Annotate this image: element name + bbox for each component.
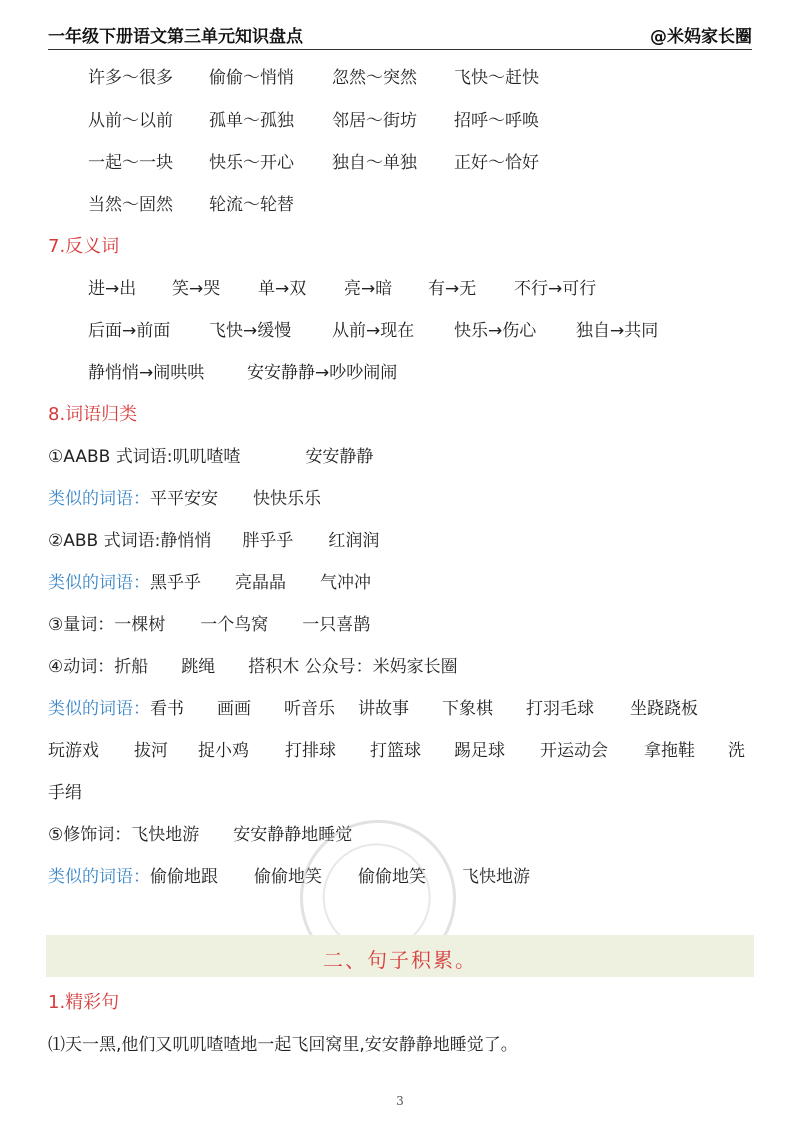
verb-label: ④动词： [48, 657, 115, 677]
similar-label: 类似的词语： [48, 489, 150, 509]
word: 一棵树 [114, 615, 166, 635]
antonym-pair: 有→无 [428, 279, 477, 299]
antonym-pair: 笑→哭 [172, 279, 221, 299]
synonym-pair: 正好～恰好 [454, 153, 539, 173]
antonym-pair: 后面→前面 [88, 321, 171, 341]
synonym-pair: 快乐～开心 [209, 153, 294, 173]
synonym-row-3 [88, 148, 539, 173]
antonym-pair: 独自→共同 [576, 321, 659, 341]
word: 打羽毛球 [526, 699, 594, 719]
word: 亮晶晶 [235, 573, 286, 593]
header-divider [48, 49, 752, 50]
synonym-pair: 忽然～突然 [332, 68, 417, 88]
antonym-pair: 从前→现在 [332, 321, 415, 341]
synonym-pair: 招呼～呼唤 [454, 111, 539, 131]
word: 偷偷地笑 [358, 867, 426, 887]
word: 洗 [728, 741, 745, 761]
antonym-pair: 静悄悄→闹哄哄 [88, 363, 205, 383]
word: 平平安安 [150, 489, 218, 509]
word: 看书 [150, 699, 184, 719]
measure-line [48, 610, 370, 635]
antonyms-heading: 7.反义词 [48, 236, 120, 257]
document-title: 一年级下册语文第三单元知识盘点 [48, 27, 303, 47]
antonym-pair: 进→出 [88, 279, 137, 299]
abb-label: ②ABB 式词语: [48, 531, 161, 551]
abb-line [48, 526, 379, 551]
synonym-row-4 [88, 190, 294, 215]
verb-similar-line [48, 694, 698, 719]
synonym-row-1 [88, 63, 539, 88]
antonym-row-3 [88, 358, 397, 383]
word: 坐跷跷板 [630, 699, 698, 719]
antonym-pair: 亮→暗 [344, 279, 393, 299]
word: 安安静静地睡觉 [233, 825, 353, 845]
word: 拿拖鞋 [644, 741, 695, 761]
similar-label: 类似的词语： [48, 867, 150, 887]
word: 折船 [114, 657, 149, 677]
verb-line [48, 652, 458, 677]
antonym-row-1 [88, 274, 596, 299]
word: 开运动会 [540, 741, 608, 761]
classify-heading: 8.词语归类 [48, 404, 138, 425]
antonym-pair: 安安静静→吵吵闹闹 [247, 363, 398, 383]
word: 黑乎乎 [150, 573, 201, 593]
page-number: 3 [396, 1094, 404, 1108]
word: 红润润 [328, 531, 380, 551]
synonym-pair: 邻居～街坊 [332, 111, 417, 131]
word: 偷偷地跟 [150, 867, 218, 887]
synonym-pair: 当然～固然 [88, 195, 173, 215]
word: 踢足球 [454, 741, 505, 761]
modifier-similar-line [48, 862, 530, 887]
word: 静悄悄 [160, 531, 212, 551]
word: 画画 [217, 699, 251, 719]
word: 讲故事 [358, 699, 409, 719]
word: 一只喜鹊 [302, 615, 371, 635]
word: 叽叽喳喳 [172, 447, 241, 467]
word: 快快乐乐 [253, 489, 321, 509]
aabb-similar-line [48, 484, 321, 509]
sentence-heading: 1.精彩句 [48, 992, 120, 1013]
synonym-pair: 独自～单独 [332, 153, 417, 173]
synonym-pair: 轮流～轮替 [209, 195, 294, 215]
aabb-label: ①AABB 式词语: [48, 447, 173, 467]
section-banner [46, 935, 754, 977]
word: 下象棋 [442, 699, 493, 719]
page-header [48, 22, 752, 48]
word: 打排球 [285, 741, 336, 761]
word: 胖乎乎 [242, 531, 294, 551]
word: 飞快地游 [131, 825, 200, 845]
modifier-line [48, 820, 352, 845]
abb-similar-line [48, 568, 371, 593]
verb-similar-line-2 [48, 736, 745, 761]
word: 捉小鸡 [198, 741, 249, 761]
similar-label: 类似的词语： [48, 699, 150, 719]
sentence-1: ⑴天一黑,他们又叽叽喳喳地一起飞回窝里,安安静静地睡觉了。 [48, 1035, 518, 1055]
brand-handle: @米妈家长圈 [650, 27, 752, 47]
synonym-pair: 孤单～孤独 [209, 111, 294, 131]
word: 偷偷地笑 [254, 867, 322, 887]
similar-label: 类似的词语： [48, 573, 150, 593]
word: 拔河 [134, 741, 168, 761]
synonym-pair: 一起～一块 [88, 153, 173, 173]
antonym-pair: 快乐→伤心 [454, 321, 537, 341]
synonym-row-2 [88, 106, 539, 131]
word: 听音乐 [284, 699, 335, 719]
synonym-pair: 飞快～赶快 [454, 68, 539, 88]
measure-label: ③量词： [48, 615, 115, 635]
word: 飞快地游 [462, 867, 530, 887]
word: 一个鸟窝 [200, 615, 269, 635]
word: 打篮球 [370, 741, 421, 761]
word: 气冲冲 [320, 573, 371, 593]
modifier-label: ⑤修饰词： [48, 825, 132, 845]
word: 搭积木 公众号：米妈家长圈 [248, 657, 458, 677]
antonym-row-2 [88, 316, 658, 341]
section-banner-title: 二、句子积累。 [323, 948, 477, 972]
word: 玩游戏 [48, 741, 99, 761]
synonym-pair: 偷偷～悄悄 [209, 68, 294, 88]
word: 跳绳 [181, 657, 216, 677]
antonym-pair: 不行→可行 [514, 279, 597, 299]
synonym-pair: 从前～以前 [88, 111, 173, 131]
antonym-pair: 飞快→缓慢 [209, 321, 292, 341]
word: 安安静静 [305, 447, 374, 467]
synonym-pair: 许多～很多 [88, 68, 173, 88]
aabb-line [48, 442, 373, 467]
antonym-pair: 单→双 [258, 279, 307, 299]
verb-similar-line-3: 手绢 [48, 783, 82, 803]
